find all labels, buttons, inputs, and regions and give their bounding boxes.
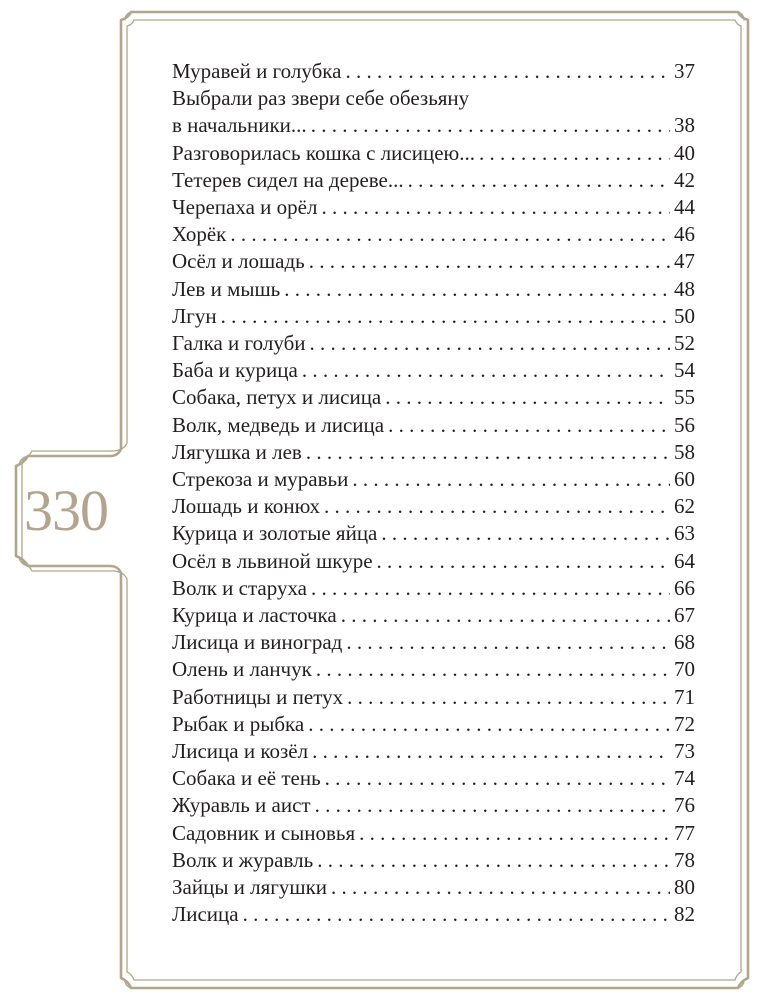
toc-entry-page: 37 [674,59,695,83]
toc-entry-title: Лисица и виноград [172,630,343,655]
toc-entry-page: 54 [674,358,695,383]
toc-entry-title: Черепаха и орёл [172,195,318,220]
toc-entry[interactable] [172,439,695,466]
toc-dot-leader [381,520,670,547]
toc-entry-page: 40 [674,140,695,165]
toc-entry-page: 56 [674,412,695,437]
toc-entry[interactable] [172,874,695,901]
toc-dot-leader [377,548,670,575]
toc-entry-title: Работницы и петух [172,684,344,709]
toc-entry-title: Стрекоза и муравьи [172,467,349,492]
toc-dot-leader [284,276,670,303]
toc-entry-page: 47 [674,249,695,274]
toc-entry[interactable] [172,656,695,683]
toc-dot-leader [359,820,670,847]
toc-entry[interactable] [172,384,695,411]
toc-entry[interactable] [172,493,695,520]
toc-entry-page: 38 [674,113,695,138]
toc-dot-leader [221,303,670,330]
toc-dot-leader [311,112,670,139]
toc-entry-title: Лягушка и лев [172,439,302,464]
toc-entry[interactable] [172,847,695,874]
toc-entry-title: Лошадь и конюх [172,494,320,519]
toc-entry[interactable] [172,276,695,303]
toc-entry-title: Разговорилась кошка с лисицею... [172,140,475,165]
toc-entry[interactable] [172,765,695,792]
toc-dot-leader [309,248,670,275]
toc-entry-title: Волк и журавль [172,847,314,872]
toc-entry-title: Баба и курица [172,358,298,383]
toc-dot-leader [310,330,671,357]
toc-entry-page: 44 [674,195,695,220]
toc-entry-title: Волк и старуха [172,575,307,600]
toc-dot-leader [347,684,670,711]
toc-entry[interactable] [172,901,695,928]
toc-entry-page: 55 [674,385,695,410]
toc-entry[interactable] [172,629,695,656]
toc-dot-leader [345,58,670,85]
toc-entry-page: 48 [674,276,695,301]
table-of-contents [172,58,695,929]
toc-entry-title: Тетерев сидел на дереве... [172,167,404,192]
toc-entry-page: 74 [674,766,695,791]
toc-entry[interactable] [172,167,695,194]
toc-dot-leader [408,167,670,194]
toc-entry[interactable] [172,248,695,275]
toc-dot-leader [311,575,670,602]
toc-dot-leader [388,412,670,439]
toc-dot-leader [479,140,670,167]
toc-entry-title: Собака и её тень [172,766,321,791]
toc-entry[interactable] [172,303,695,330]
toc-entry-title: Хорёк [172,222,227,247]
toc-entry-title: Лисица и козёл [172,739,309,764]
toc-entry-title: Галка и голуби [172,331,306,356]
toc-dot-leader [341,602,670,629]
toc-entry-title: Лисица [172,902,239,927]
toc-dot-leader [308,711,670,738]
toc-dot-leader [316,656,670,683]
toc-dot-leader [352,466,670,493]
toc-entry[interactable] [172,140,695,167]
toc-entry-title: Муравей и голубка [172,59,342,83]
toc-entry[interactable] [172,357,695,384]
toc-entry[interactable] [172,412,695,439]
toc-dot-leader [385,384,670,411]
toc-dot-leader [302,357,670,384]
toc-entry-title-line1: Выбрали раз звери себе обезьяну [172,86,470,111]
toc-entry[interactable] [172,548,695,575]
toc-entry[interactable] [172,194,695,221]
toc-entry-page: 71 [674,684,695,709]
toc-dot-leader [306,439,670,466]
toc-dot-leader [312,738,670,765]
toc-dot-leader [331,874,670,901]
toc-entry-page: 80 [674,875,695,900]
toc-entry[interactable] [172,58,695,85]
page-number: 330 [24,477,108,543]
toc-entry-title: Курица и ласточка [172,603,337,628]
toc-entry-page: 82 [674,902,695,927]
toc-entry-page: 67 [674,603,695,628]
toc-entry[interactable] [172,602,695,629]
toc-entry[interactable] [172,330,695,357]
toc-entry-title: Волк, медведь и лисица [172,412,385,437]
toc-entry-page: 66 [674,575,695,600]
toc-dot-leader [324,493,670,520]
toc-entry-title: Зайцы и лягушки [172,875,328,900]
toc-entry-page: 70 [674,657,695,682]
toc-dot-leader [315,792,670,819]
toc-entry-title: Лгун [172,303,217,328]
toc-dot-leader [346,629,670,656]
toc-entry-title: Олень и ланчук [172,657,312,682]
toc-entry[interactable] [172,711,695,738]
toc-entry[interactable] [172,792,695,819]
toc-dot-leader [230,221,670,248]
toc-entry-page: 63 [674,521,695,546]
toc-entry-title: Собака, петух и лисица [172,385,382,410]
toc-entry-page: 76 [674,793,695,818]
toc-dot-leader [321,194,670,221]
toc-entry-page: 68 [674,630,695,655]
toc-entry-page: 60 [674,467,695,492]
toc-dot-leader [317,847,670,874]
toc-entry-page: 72 [674,711,695,736]
toc-entry-page: 77 [674,820,695,845]
toc-entry-page: 46 [674,222,695,247]
toc-entry[interactable] [172,738,695,765]
toc-entry[interactable] [172,221,695,248]
toc-entry[interactable] [172,820,695,847]
toc-dot-leader [325,765,670,792]
toc-entry-page: 78 [674,847,695,872]
toc-entry-page: 73 [674,739,695,764]
toc-entry-title: Осёл в львиной шкуре [172,548,373,573]
toc-entry-page: 52 [674,331,695,356]
toc-entry-title: Лев и мышь [172,276,281,301]
toc-entry-page: 58 [674,439,695,464]
toc-entry-page: 64 [674,548,695,573]
toc-entry-title: Журавль и аист [172,793,311,818]
toc-entry-title: Осёл и лошадь [172,249,305,274]
toc-entry-page: 42 [674,167,695,192]
toc-entry[interactable] [172,520,695,547]
toc-entry-title: Рыбак и рыбка [172,711,305,736]
toc-entry[interactable] [172,684,695,711]
toc-entry-page: 50 [674,303,695,328]
toc-dot-leader [243,901,670,928]
toc-entry-title: в начальники... [172,113,307,138]
toc-entry[interactable] [172,575,695,602]
toc-entry[interactable] [172,466,695,493]
toc-entry-page: 62 [674,494,695,519]
toc-entry[interactable] [172,85,695,139]
toc-entry-title: Курица и золотые яйца [172,521,378,546]
toc-entry-title: Садовник и сыновья [172,820,356,845]
